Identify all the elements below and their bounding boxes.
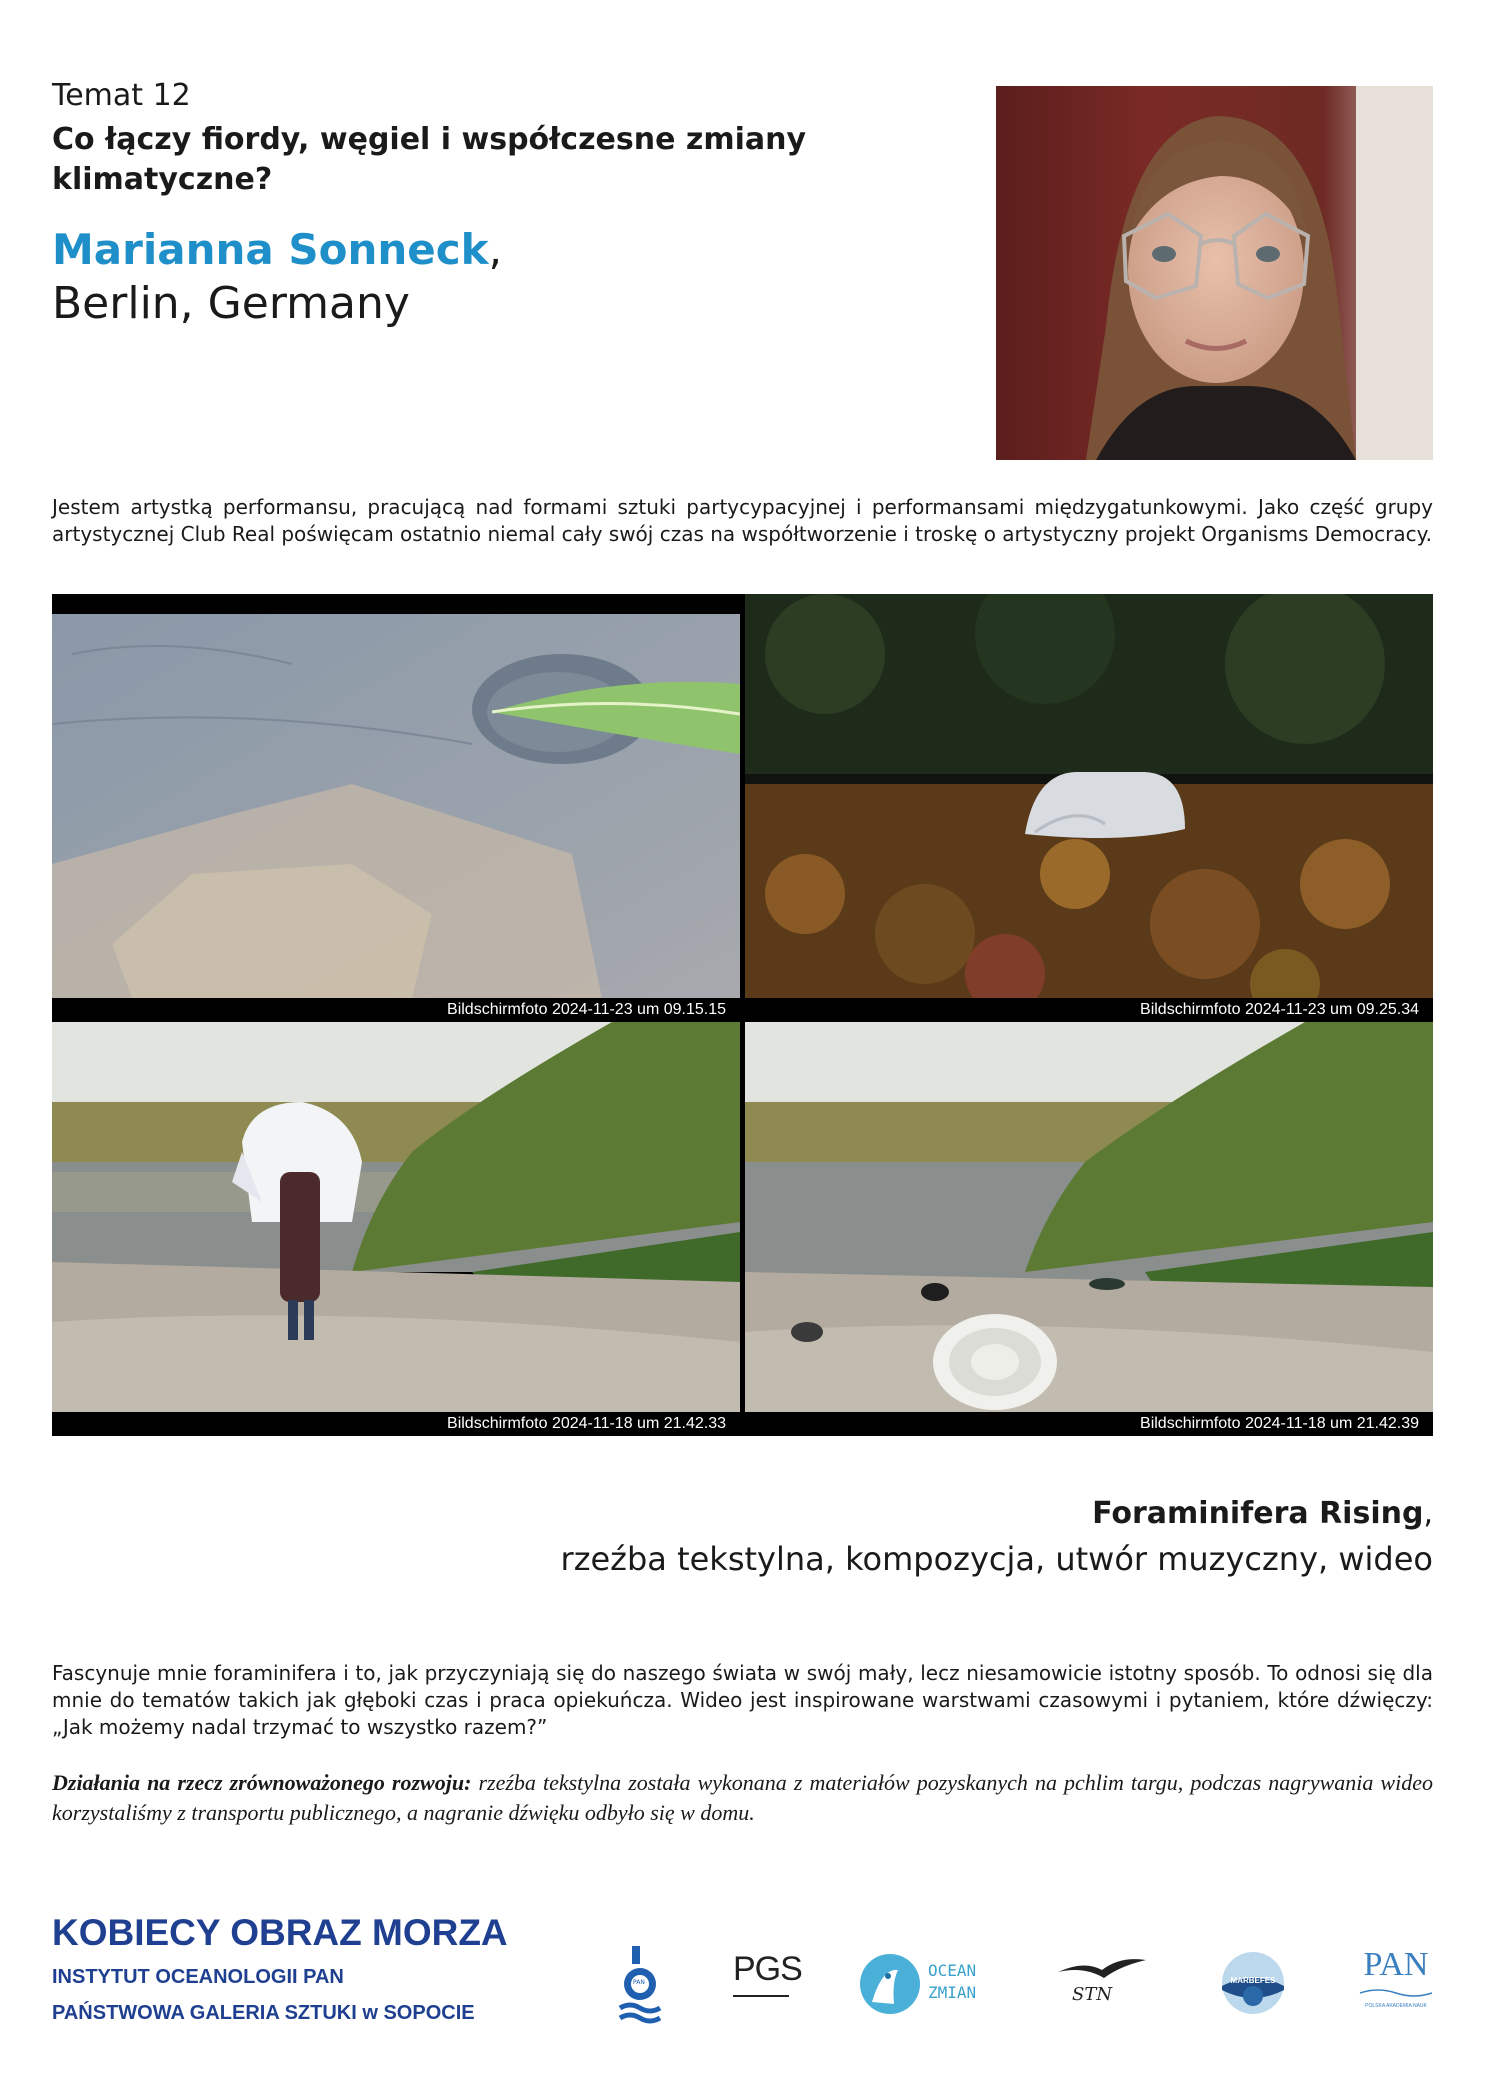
ocean-logo-line-2: ZMIAN [928,1983,977,2002]
pan-logo-subtext: POLSKA AKADEMIA NAUK [1365,2003,1427,2009]
pan-logo-text: PAN [1363,1946,1429,1983]
ocean-zmian-logo-icon [858,1952,998,2016]
stn-logo-icon [1054,1950,1150,2016]
sustainability-text: rzeźba tekstylna została wykonana z materiałów pozyskanych na pchlim targu, podczas nagrywania wideo korzystaliśmy z transportu publicznego, a nagranie dźwięku odbyło się w domu. [52,1770,1433,1825]
topic-number: Temat 12 [52,78,191,113]
topic-title: Co łączy fiordy, węgiel i współczesne zmiany klimatyczne? [52,122,807,197]
photo-sand-leaf [52,614,740,998]
marbefes-logo-text: MARBEFES [1230,1976,1276,1985]
organizer-line-1: INSTYTUT OCEANOLOGII PAN [52,1966,344,1988]
iopan-logo-text: PAN [633,1979,645,1986]
photo-caption: Bildschirmfoto 2024-11-18 um 21.42.39 [745,1412,1433,1436]
pgs-logo-icon [733,1950,802,2020]
photo-leaves-sculpture [745,594,1433,998]
sustainability-note [52,1768,1433,1828]
photo-grid [52,594,1433,1436]
marbefes-logo-icon [1220,1950,1286,2016]
pgs-logo-text: PGS [733,1950,802,1988]
artist-location: Berlin, Germany [52,278,410,329]
artist-line [52,224,502,276]
artist-name: Marianna Sonneck [52,225,489,274]
organizer-line-2: PAŃSTWOWA GALERIA SZTUKI w SOPOCIE [52,2002,475,2024]
work-title-comma: , [1423,1496,1433,1531]
artist-portrait [996,86,1433,460]
artist-comma: , [488,225,502,274]
iopan-logo-icon [618,1946,668,2026]
sustainability-label: Działania na rzecz zrównoważonego rozwoju: [52,1770,472,1795]
photo-person-lake [52,1022,740,1412]
photo-caption: Bildschirmfoto 2024-11-23 um 09.25.34 [745,998,1433,1022]
work-name: Foraminifera Rising [1092,1496,1424,1531]
work-subtitle: rzeźba tekstylna, kompozycja, utwór muzyczny, wideo [560,1540,1433,1578]
work-description: Fascynuje mnie foraminifera i to, jak przyczyniają się do naszego świata w swój mały, lecz niesamowicie istotny sposób. To odnosi się dla mnie do tematów takich jak głęboki czas i praca opiekuńcza. Wideo jest inspirowane warstwami czasowymi i pytaniem, które dźwięczy: „Jak możemy nadal trzymać to wszystko razem?” [52,1661,1433,1739]
stn-logo-text: STN [1072,1984,1113,2005]
intro-paragraph: Jestem artystką performansu, pracującą nad formami sztuki partycypacyjnej i performansami międzygatunkowymi. Jako część grupy artystycznej Club Real poświęcam ostatnio niemal cały swój czas na współtworzenie i troskę o artystyczny projekt Organisms Democracy. [52,495,1433,546]
photo-caption: Bildschirmfoto 2024-11-23 um 09.15.15 [52,998,740,1022]
photo-caption: Bildschirmfoto 2024-11-18 um 21.42.33 [52,1412,740,1436]
work-title [1092,1496,1433,1531]
project-title: KOBIECY OBRAZ MORZA [52,1912,508,1953]
ocean-logo-line-1: OCEAN [928,1961,977,1980]
pan-logo-icon [1354,1946,1438,2016]
photo-shell-shore [745,1022,1433,1412]
